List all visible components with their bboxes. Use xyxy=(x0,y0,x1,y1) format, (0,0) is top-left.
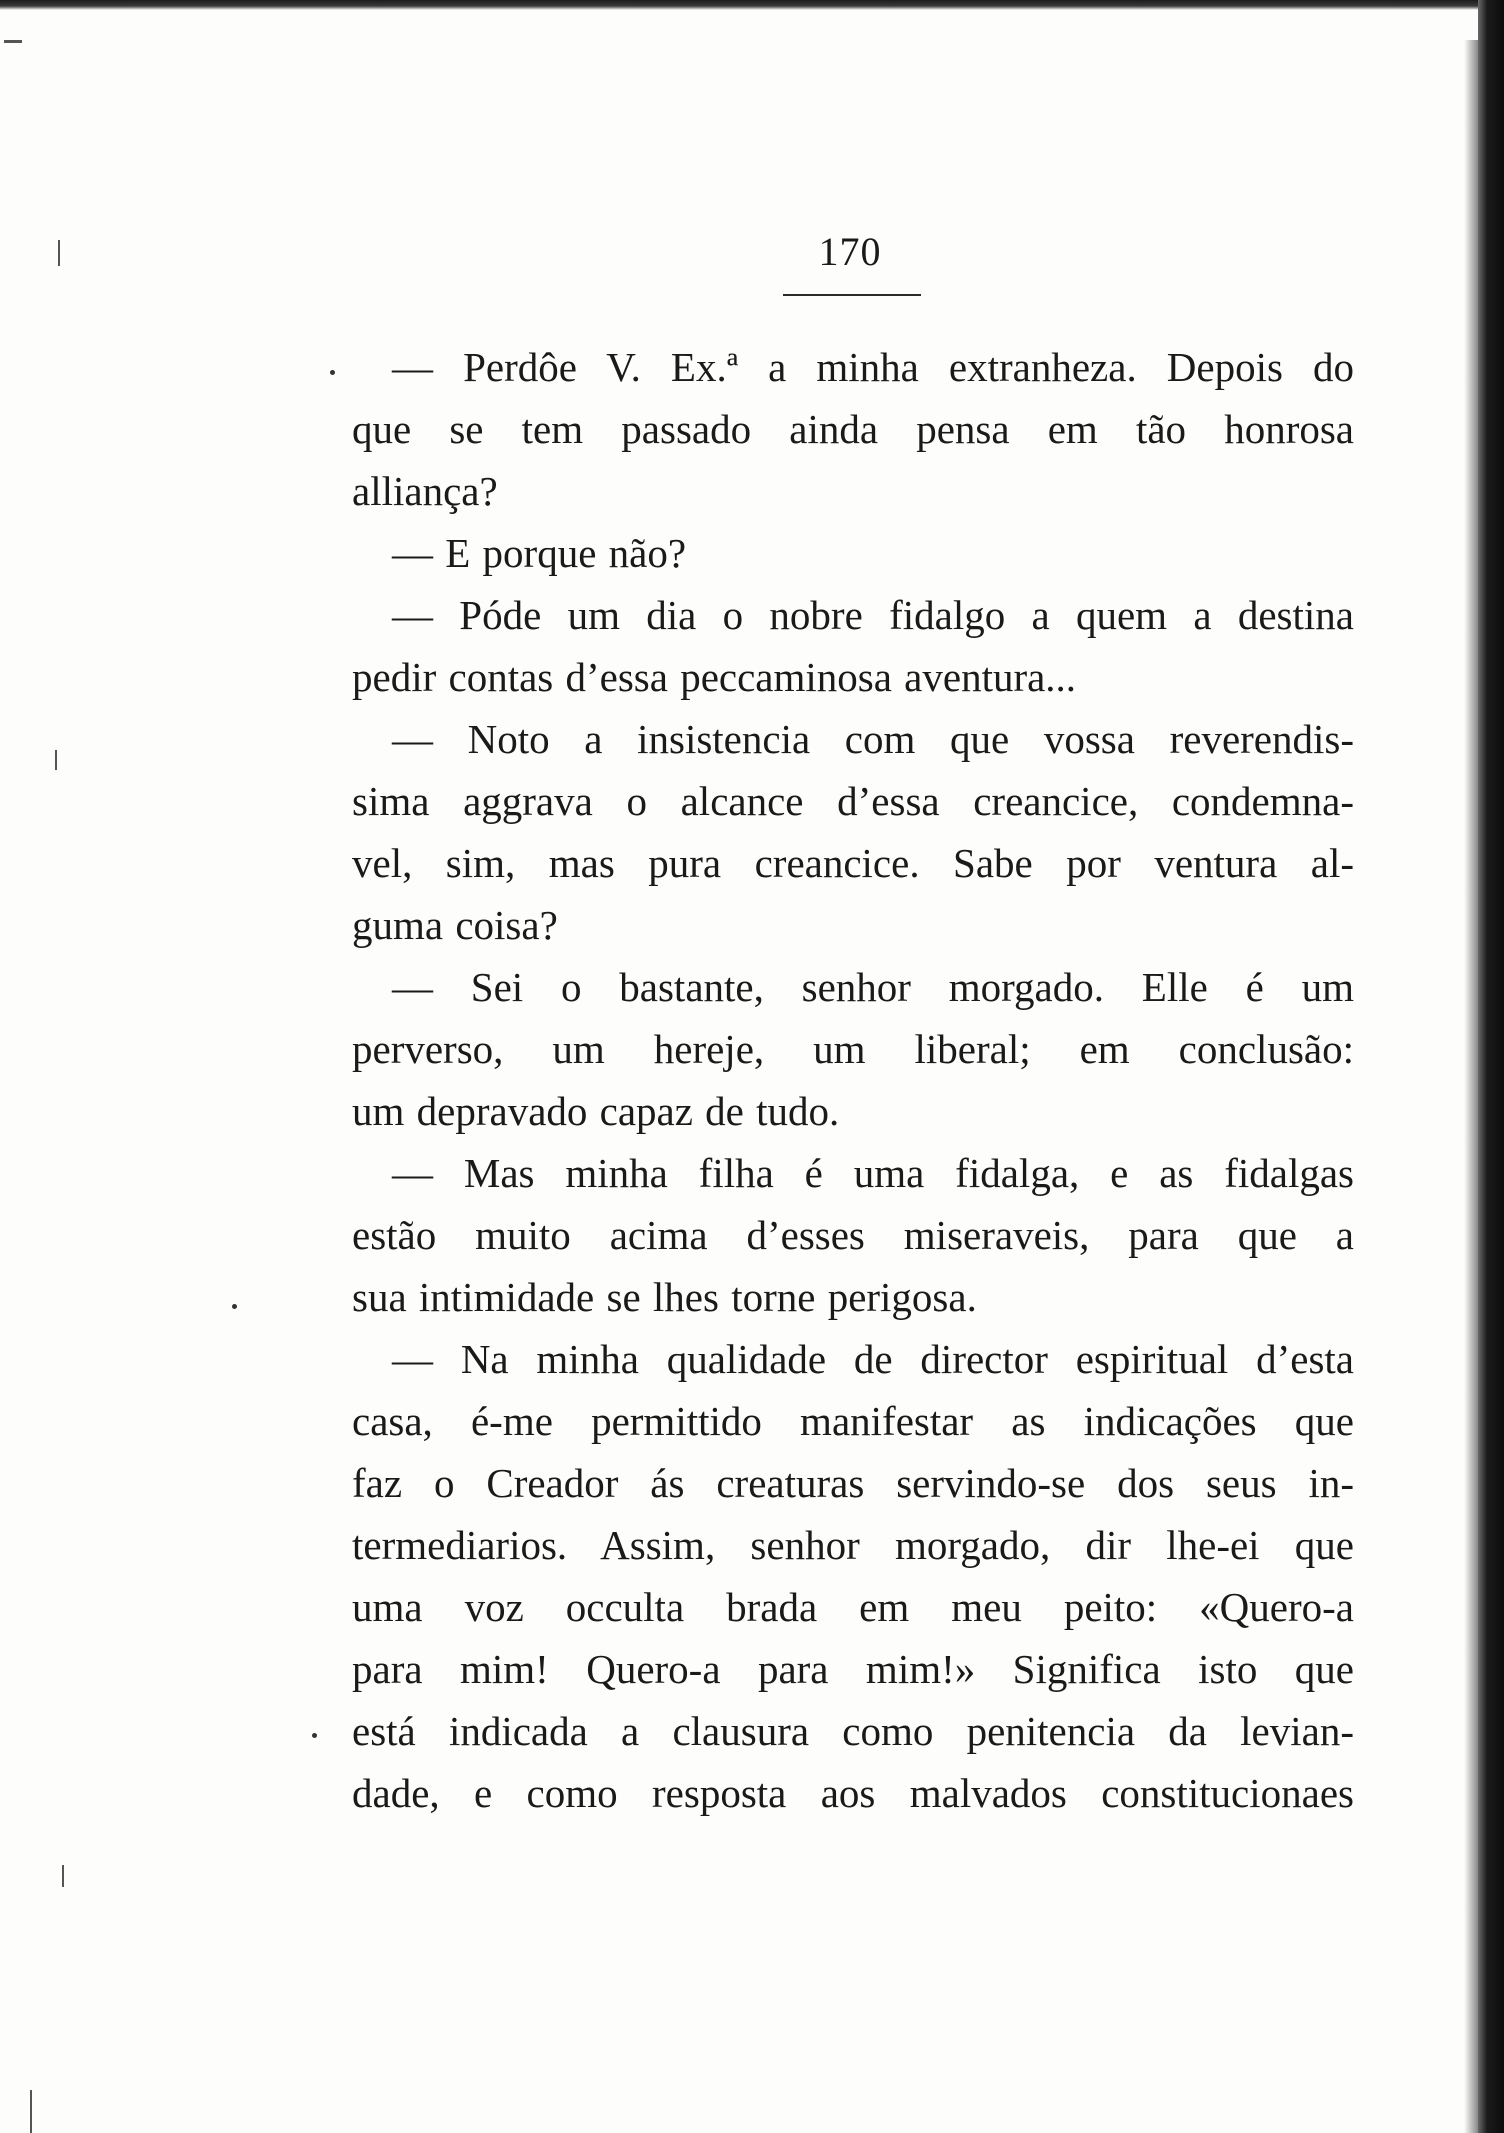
text-line: — Póde um dia o nobre fidalgo a quem a destina xyxy=(392,592,1354,638)
scan-speck xyxy=(232,1304,237,1309)
text-line: — Na minha qualidade de director espiritual d’esta xyxy=(392,1336,1354,1382)
paragraph xyxy=(352,956,1354,1142)
header-rule xyxy=(783,294,921,296)
text-line: faz o Creador ás creaturas servindo-se dos seus in- xyxy=(352,1460,1354,1506)
text-line: dade, e como resposta aos malvados constitucionaes xyxy=(352,1770,1354,1816)
paragraph xyxy=(352,1328,1354,1824)
text-line: alliança? xyxy=(352,468,498,514)
text-line: — Noto a insistencia com que vossa reverendis- xyxy=(392,716,1354,762)
text-line: perverso, um hereje, um liberal; em conclusão: xyxy=(352,1026,1354,1072)
scan-right-edge xyxy=(1478,0,1504,2133)
text-line: estão muito acima d’esses miseraveis, para que a xyxy=(352,1212,1354,1258)
text-line: sua intimidade se lhes torne perigosa. xyxy=(352,1274,977,1320)
text-line: pedir contas d’essa peccaminosa aventura... xyxy=(352,654,1077,700)
text-line: — Mas minha filha é uma fidalga, e as fidalgas xyxy=(392,1150,1354,1196)
text-line: sima aggrava o alcance d’essa creancice, condemna- xyxy=(352,778,1354,824)
text-line: que se tem passado ainda pensa em tão honrosa xyxy=(352,406,1354,452)
scan-right-shadow xyxy=(1464,40,1478,2133)
text-line: está indicada a clausura como penitencia da levian- xyxy=(352,1708,1354,1754)
text-line: guma coisa? xyxy=(352,902,558,948)
paragraph xyxy=(352,708,1354,956)
text-line: — E porque não? xyxy=(392,530,687,576)
page-number: 170 xyxy=(818,229,882,274)
paragraph xyxy=(352,522,1354,584)
text-line: para mim! Quero-a para mim!» Significa isto que xyxy=(352,1646,1354,1692)
text-line: — Sei o bastante, senhor morgado. Elle é um xyxy=(392,964,1354,1010)
text-line: termediarios. Assim, senhor morgado, dir lhe-ei que xyxy=(352,1522,1354,1568)
scan-speck xyxy=(312,1733,317,1738)
paragraph xyxy=(352,584,1354,708)
text-line: — Perdôe V. Ex.ª a minha extranheza. Depois do xyxy=(392,344,1354,390)
body-text xyxy=(352,336,1354,1824)
text-line: um depravado capaz de tudo. xyxy=(352,1088,840,1134)
text-line: uma voz occulta brada em meu peito: «Quero-a xyxy=(352,1584,1354,1630)
scan-left-margin-specks xyxy=(0,10,90,2130)
text-line: vel, sim, mas pura creancice. Sabe por ventura al- xyxy=(352,840,1354,886)
scan-speck xyxy=(330,370,335,375)
paragraph xyxy=(352,1142,1354,1328)
scan-top-edge xyxy=(0,0,1478,10)
paragraph xyxy=(352,336,1354,522)
text-line: casa, é-me permittido manifestar as indicações que xyxy=(352,1398,1354,1444)
